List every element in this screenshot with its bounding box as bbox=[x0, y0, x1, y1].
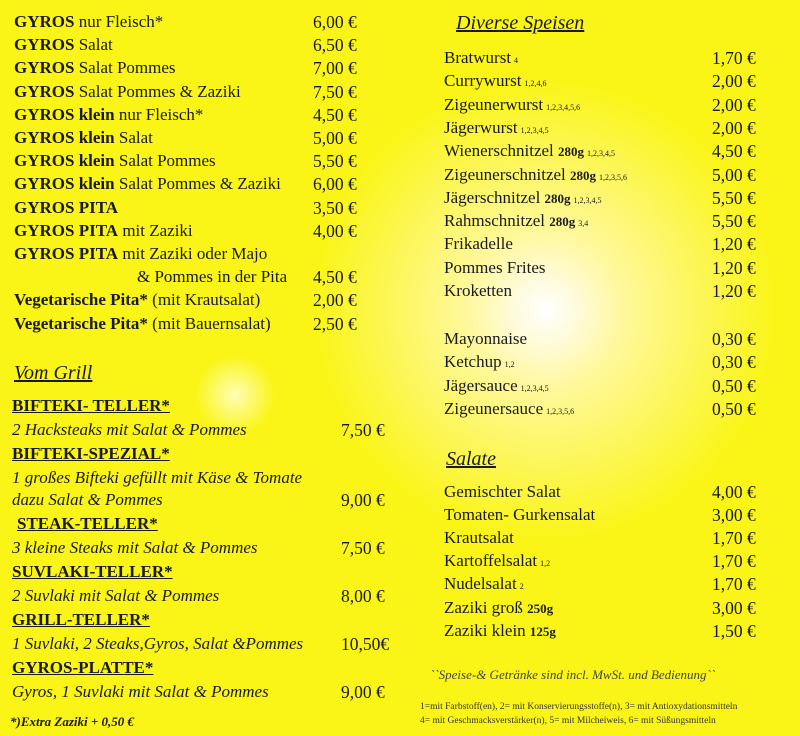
menu-item-price: 7,50 € bbox=[313, 81, 357, 102]
menu-item-text: & Pommes in der Pita bbox=[137, 267, 288, 287]
menu-item-text: nur Fleisch* bbox=[74, 12, 164, 31]
grill-item-price: 9,00 € bbox=[341, 682, 385, 702]
menu-item-additives: 1,2,3,4,5 bbox=[520, 383, 549, 393]
menu-item bbox=[444, 95, 580, 115]
menu-item-bold: GYROS bbox=[14, 12, 75, 31]
menu-item-weight: 280g bbox=[570, 167, 597, 183]
menu-item bbox=[444, 399, 574, 419]
menu-item-additives: 1,2,3,5,6 bbox=[546, 406, 575, 416]
menu-item-price: 1,20 € bbox=[712, 281, 756, 301]
menu-item bbox=[444, 258, 546, 278]
menu-item bbox=[444, 71, 546, 91]
menu-item bbox=[14, 82, 241, 102]
grill-heading: Vom Grill bbox=[14, 362, 93, 384]
menu-item-bold: GYROS PITA bbox=[14, 244, 119, 263]
menu-item-bold: GYROS bbox=[14, 58, 75, 78]
menu-item-bold: GYROS bbox=[14, 81, 75, 101]
menu-item-price: 1,70 € bbox=[712, 574, 756, 595]
grill-item-title: BIFTEKI-SPEZIAL* bbox=[12, 444, 170, 463]
menu-item-bold: GYROS bbox=[14, 35, 75, 55]
diverse-heading: Diverse Speisen bbox=[456, 12, 585, 34]
menu-item-text: Salat Pommes bbox=[74, 58, 176, 78]
menu-item bbox=[444, 165, 627, 185]
menu-item-price: 0,30 € bbox=[712, 329, 756, 349]
grill-item-price: 7,50 € bbox=[341, 420, 385, 440]
menu-item-name: Ketchup bbox=[444, 352, 502, 372]
menu-item-name: Zigeunersauce bbox=[444, 398, 544, 418]
menu-item-price: 3,00 € bbox=[712, 597, 756, 618]
menu-item-price: 3,50 € bbox=[313, 197, 357, 218]
menu-item-weight: 250g bbox=[527, 600, 554, 616]
grill-item-title: GYROS-PLATTE* bbox=[12, 658, 154, 677]
menu-item-bold: GYROS klein bbox=[14, 174, 115, 194]
menu-item-name: Currywurst bbox=[444, 71, 522, 91]
menu-item-name: Zaziki klein bbox=[444, 620, 526, 640]
menu-item-weight: 280g bbox=[558, 144, 585, 160]
menu-item-additives: 1,2,3,4,5 bbox=[573, 195, 602, 205]
menu-item-additives: 1,2,3,4,5 bbox=[587, 149, 616, 159]
menu-item-price: 0,50 € bbox=[712, 375, 756, 396]
additives-legend-1: 1=mit Farbstoff(en), 2= mit Konservierungsstoffe(n), 3= mit Antioxydationsmitteln bbox=[420, 702, 738, 712]
menu-item-text: nur Fleisch* bbox=[114, 104, 204, 124]
menu-item-price: 5,50 € bbox=[712, 211, 756, 232]
menu-item-bold: GYROS klein bbox=[14, 151, 115, 171]
menu-item-price: 2,00 € bbox=[313, 290, 357, 311]
menu-item-name: Zaziki groß bbox=[444, 597, 523, 617]
menu-item-bold: Vegetarische Pita* bbox=[14, 290, 148, 310]
menu-item-price: 6,00 € bbox=[313, 12, 357, 32]
menu-item-name: Kroketten bbox=[444, 281, 512, 300]
grill-item-desc: 3 kleine Steaks mit Salat & Pommes bbox=[12, 538, 258, 557]
menu-item-price: 2,50 € bbox=[313, 313, 357, 334]
menu-item bbox=[444, 234, 513, 254]
menu-item-text: Salat bbox=[114, 128, 153, 147]
menu-item-additives: 3,4 bbox=[578, 219, 589, 229]
menu-item-price: 1,70 € bbox=[712, 48, 756, 68]
menu-item-name: Jägerschnitzel bbox=[444, 187, 541, 207]
menu-item bbox=[14, 174, 281, 194]
grill-item-title: STEAK-TELLER* bbox=[17, 514, 158, 533]
menu-item bbox=[14, 290, 260, 310]
menu-item bbox=[444, 528, 514, 548]
menu-item-price: 2,00 € bbox=[712, 71, 756, 92]
menu-item-text: (mit Bauernsalat) bbox=[147, 313, 271, 333]
menu-item-price: 6,00 € bbox=[313, 174, 357, 195]
salate-heading: Salate bbox=[446, 448, 496, 470]
menu-item-additives: 1,2,3,4,5,6 bbox=[546, 102, 581, 112]
menu-item bbox=[444, 574, 524, 594]
tax-note: ``Speise-& Getränke sind incl. MwSt. und Bedienung`` bbox=[430, 667, 716, 682]
menu-item-name: Tomaten- Gurkensalat bbox=[444, 505, 596, 525]
grill-item-price: 8,00 € bbox=[341, 586, 385, 606]
menu-item-additives: 1,2,3,4,5 bbox=[520, 125, 549, 135]
menu-item-name: Krautsalat bbox=[444, 528, 514, 548]
grill-item-price: 7,50 € bbox=[341, 538, 385, 558]
menu-item bbox=[137, 267, 287, 287]
additives-legend-2: 4= mit Geschmacksverstärker(n), 5= mit Milcheiweis, 6= mit Süßungsmitteln bbox=[420, 716, 716, 726]
menu-item bbox=[444, 188, 602, 208]
menu-item-additives: 4 bbox=[514, 56, 519, 65]
menu-item-price: 2,00 € bbox=[712, 117, 756, 138]
menu-item-additives: 1,2,4,6 bbox=[524, 79, 547, 89]
menu-item bbox=[444, 551, 550, 571]
menu-item bbox=[14, 58, 176, 78]
menu-item-weight: 280g bbox=[549, 214, 576, 230]
menu-item-price: 4,50 € bbox=[313, 267, 357, 288]
menu-item-text: Salat Pommes bbox=[114, 151, 216, 171]
menu-item-text: Salat bbox=[74, 35, 113, 55]
menu-item-price: 0,50 € bbox=[712, 398, 756, 419]
menu-item-bold: GYROS PITA bbox=[14, 197, 119, 217]
menu-item bbox=[14, 151, 216, 171]
menu-item-price: 4,50 € bbox=[712, 141, 756, 162]
menu-item-price: 1,70 € bbox=[712, 528, 756, 549]
grill-item-title: BIFTEKI- TELLER* bbox=[12, 396, 170, 415]
menu-item-bold: GYROS klein bbox=[14, 104, 115, 124]
menu-item bbox=[444, 281, 512, 301]
menu-item bbox=[14, 314, 271, 334]
menu-item-price: 5,50 € bbox=[313, 151, 357, 172]
grill-item-title: SUVLAKI-TELLER* bbox=[12, 562, 173, 581]
menu-item-text: mit Zaziki bbox=[118, 220, 193, 240]
menu-item-weight: 125g bbox=[529, 623, 556, 639]
menu-item-price: 4,00 € bbox=[712, 482, 756, 502]
menu-item-name: Kartoffelsalat bbox=[444, 551, 538, 571]
menu-item-name: Nudelsalat bbox=[444, 574, 517, 594]
menu-item-name: Jägersauce bbox=[444, 375, 518, 395]
menu-item bbox=[444, 376, 549, 396]
menu-item-price: 1,70 € bbox=[712, 551, 756, 572]
menu-item-price: 1,50 € bbox=[712, 620, 756, 641]
menu-item bbox=[444, 211, 588, 231]
menu-item-name: Zigeunerschnitzel bbox=[444, 164, 566, 184]
menu-item-name: Bratwurst bbox=[444, 48, 512, 67]
menu-item-bold: GYROS klein bbox=[14, 128, 115, 147]
menu-item-additives: 1,2 bbox=[504, 360, 515, 370]
menu-item bbox=[444, 352, 515, 372]
menu-item bbox=[444, 141, 615, 161]
menu-item bbox=[14, 128, 153, 148]
menu-item-name: Rahmschnitzel bbox=[444, 211, 546, 231]
grill-item-desc: 1 großes Bifteki gefüllt mit Käse & Tomate bbox=[12, 468, 303, 487]
menu-item-name: Zigeunerwurst bbox=[444, 94, 544, 114]
grill-item-desc: 2 Hacksteaks mit Salat & Pommes bbox=[12, 420, 247, 439]
menu-item-price: 5,00 € bbox=[313, 128, 357, 148]
menu-item bbox=[14, 35, 113, 55]
grill-item-price: 9,00 € bbox=[341, 490, 385, 510]
menu-item bbox=[444, 48, 518, 68]
menu-item-price: 3,00 € bbox=[712, 505, 756, 526]
menu-item-text: mit Zaziki oder Majo bbox=[118, 244, 268, 263]
menu-item-price: 5,00 € bbox=[712, 164, 756, 185]
menu-item bbox=[14, 198, 118, 218]
menu-item-additives: 1,2 bbox=[540, 559, 551, 569]
grill-item-price: 10,50€ bbox=[341, 634, 390, 654]
menu-item bbox=[444, 329, 527, 349]
menu-item bbox=[444, 621, 556, 641]
grill-item-desc: 1 Suvlaki, 2 Steaks,Gyros, Salat &Pommes bbox=[12, 634, 304, 653]
menu-item-price: 0,30 € bbox=[712, 352, 756, 373]
menu-item bbox=[444, 598, 553, 618]
grill-item-desc: dazu Salat & Pommes bbox=[12, 490, 163, 509]
menu-item-text: (mit Krautsalat) bbox=[147, 290, 261, 310]
menu-item bbox=[14, 105, 203, 125]
menu-item bbox=[444, 118, 549, 138]
menu-item-price: 5,50 € bbox=[712, 187, 756, 208]
menu-item-weight: 280g bbox=[544, 190, 571, 206]
menu-item bbox=[444, 505, 595, 525]
menu-item-text: Salat Pommes & Zaziki bbox=[74, 81, 241, 101]
menu-item-name: Mayonnaise bbox=[444, 329, 528, 348]
menu-item-price: 6,50 € bbox=[313, 35, 357, 56]
menu-item bbox=[444, 482, 561, 502]
menu-item bbox=[14, 244, 267, 264]
extra-zaziki-note: *)Extra Zaziki + 0,50 € bbox=[10, 714, 135, 729]
menu-item-additives: 1,2,3,5,6 bbox=[599, 172, 628, 182]
menu-item-price: 4,50 € bbox=[313, 104, 357, 125]
menu-item-name: Pommes Frites bbox=[444, 257, 546, 277]
menu-item-price: 1,20 € bbox=[712, 257, 756, 278]
menu-item bbox=[14, 12, 163, 32]
menu-item bbox=[14, 221, 193, 241]
grill-item-desc: Gyros, 1 Suvlaki mit Salat & Pommes bbox=[12, 682, 269, 701]
menu-item-price: 2,00 € bbox=[712, 94, 756, 115]
menu-item-price: 1,20 € bbox=[712, 234, 756, 255]
menu-item-additives: 2 bbox=[519, 582, 524, 592]
grill-item-desc: 2 Suvlaki mit Salat & Pommes bbox=[12, 586, 220, 605]
menu-item-bold: GYROS PITA bbox=[14, 220, 119, 240]
menu-item-name: Jägerwurst bbox=[444, 117, 518, 137]
menu-item-price: 4,00 € bbox=[313, 220, 357, 241]
menu-item-text: Salat Pommes & Zaziki bbox=[114, 174, 281, 194]
menu-item-name: Wienerschnitzel bbox=[444, 141, 554, 161]
menu-item-price: 7,00 € bbox=[313, 58, 357, 79]
menu-item-name: Frikadelle bbox=[444, 234, 513, 254]
grill-item-title: GRILL-TELLER* bbox=[12, 610, 150, 629]
menu-item-name: Gemischter Salat bbox=[444, 482, 561, 501]
menu-item-bold: Vegetarische Pita* bbox=[14, 313, 148, 333]
